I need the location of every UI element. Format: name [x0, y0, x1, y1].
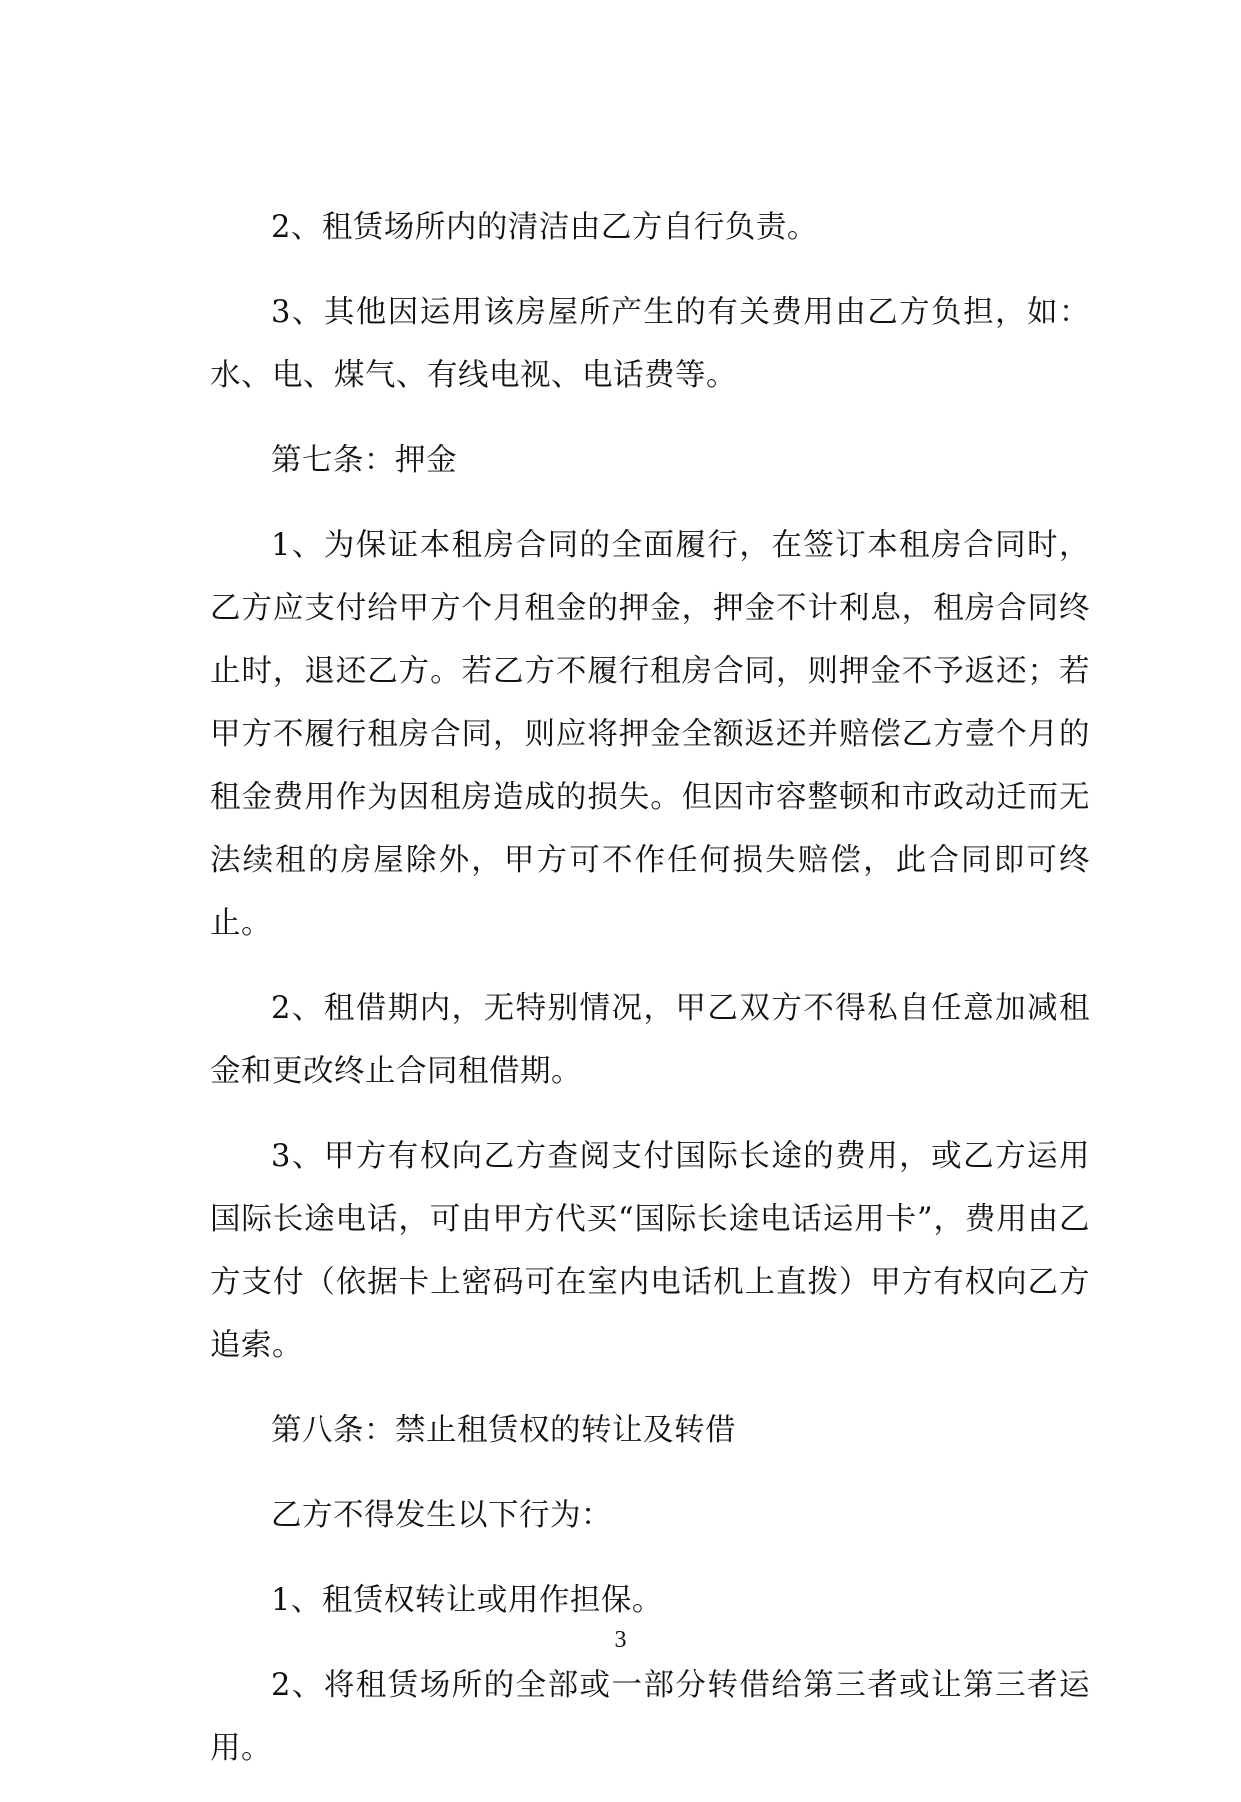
- paragraph-rent-change: 2、租借期内，无特别情况，甲乙双方不得私自任意加减租金和更改终止合同租借期。: [210, 991, 1090, 1089]
- page-number: 3: [614, 1627, 627, 1653]
- heading-article-seven: 第七条：押金: [271, 443, 457, 478]
- heading-article-eight: 第八条：禁止租赁权的转让及转借: [271, 1413, 736, 1448]
- paragraph-cleaning: 2、租赁场所内的清洁由乙方自行负责。: [271, 210, 818, 245]
- paragraph-utility-fees: 3、其他因运用该房屋所产生的有关费用由乙方负担，如：水、电、煤气、有线电视、电话费等。: [210, 295, 1090, 393]
- paragraph-long-distance-fees: 3、甲方有权向乙方查阅支付国际长途的费用，或乙方运用国际长途电话，可由甲方代买“国际长途电话运用卡”，费用由乙方支付（依据卡上密码可在室内电话机上直拨）甲方有权向乙方追索。: [210, 1139, 1090, 1363]
- paragraph-prohibited-intro: 乙方不得发生以下行为：: [271, 1498, 612, 1533]
- paragraph-sublet: 2、将租赁场所的全部或一部分转借给第三者或让第三者运用。: [210, 1668, 1090, 1766]
- document-body: [210, 196, 1090, 1802]
- paragraph-deposit: 1、为保证本租房合同的全面履行，在签订本租房合同时，乙方应支付给甲方个月租金的押金，押金不计利息，租房合同终止时，退还乙方。若乙方不履行租房合同，则押金不予返还；若甲方不履行租房合同，则应将押金全额返还并赔偿乙方壹个月的租金费用作为因租房造成的损失。但因市容整顿和市政动迁而无法续租的房屋除外，甲方可不作任何损失赔偿，此合同即可终止。: [210, 528, 1090, 941]
- paragraph-transfer-guarantee: 1、租赁权转让或用作担保。: [271, 1583, 663, 1618]
